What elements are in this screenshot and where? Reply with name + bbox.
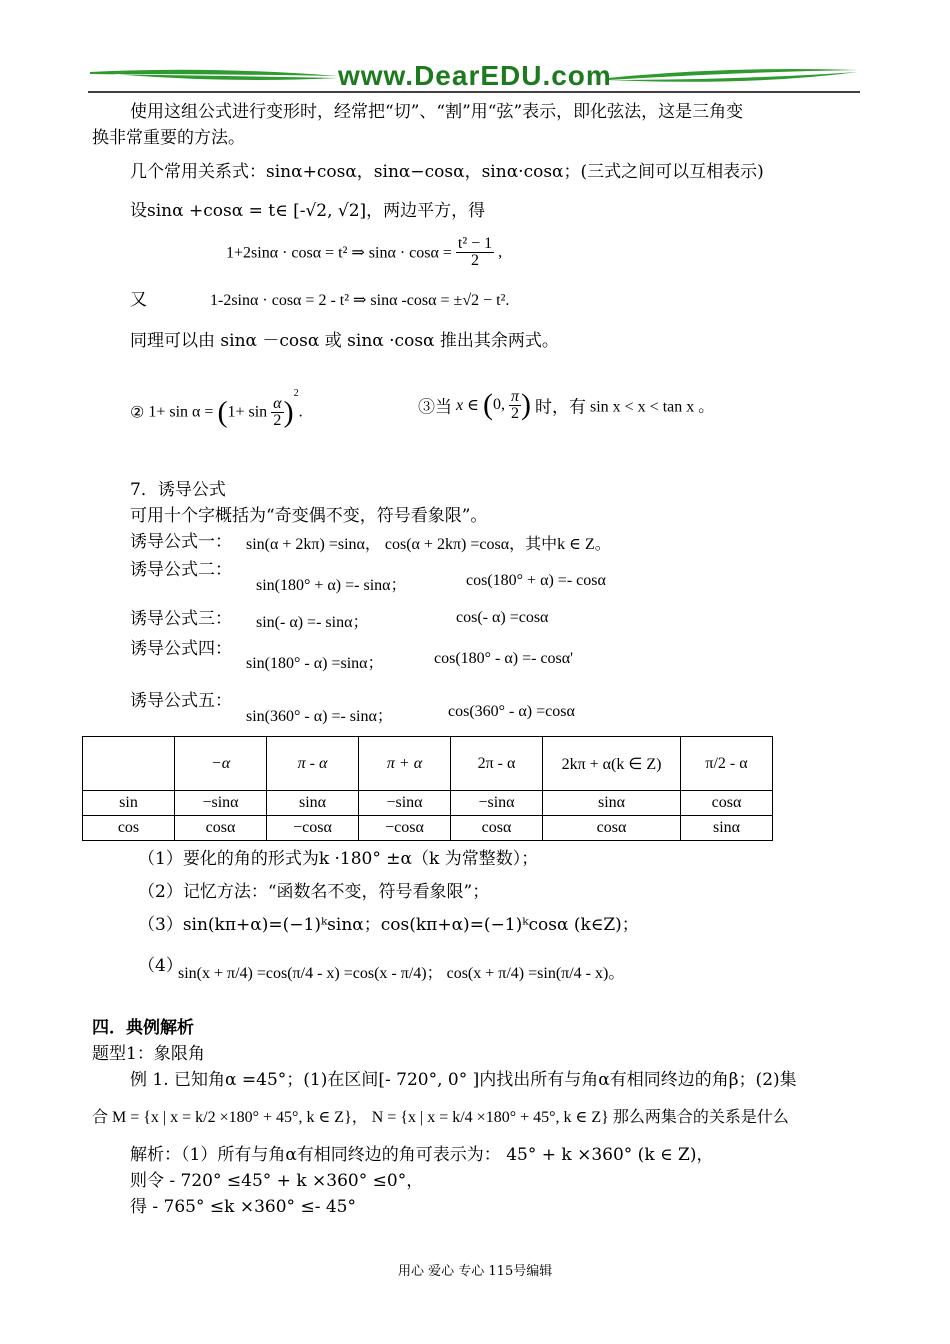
table-cell: cosα (451, 816, 543, 841)
table-header-cell: π/2 - α (681, 737, 773, 791)
para-line: 换非常重要的方法。 (92, 128, 245, 148)
table-cell: cosα (681, 791, 773, 816)
para-line: 设sinα +cosα = t∈ [-√2, √2]，两边平方，得 (130, 201, 486, 221)
formula-label: ② (130, 404, 145, 422)
fraction-den: 2 (510, 404, 519, 422)
formula-text: 1+ sin α = (148, 403, 214, 421)
fraction-den: 2 (273, 411, 282, 429)
page-footer: 用心 爱心 专心 115号编辑 (398, 1264, 553, 1279)
formula-3: ③当 x ∈ (0, $\frac{\pi}{2}$ ) 时，有 sin x < x < tan x 。 (418, 387, 715, 422)
table-cell: cos (83, 816, 175, 841)
eq-left: 1+2sinα · cosα = t² ⇒ sinα · cosα = (226, 244, 452, 262)
table-header-cell: π + α (359, 737, 451, 791)
formula-label: 诱导公式一： (130, 532, 232, 552)
site-logo: www.DearEDU.com (338, 60, 612, 91)
fraction-num: π (510, 387, 519, 405)
table-header-cell: 2kπ + α(k ∈ Z) (543, 737, 681, 791)
table-header-cell: −α (175, 737, 267, 791)
table-header-cell: π - α (267, 737, 359, 791)
formula-label: 诱导公式五： (130, 691, 232, 711)
table-header-row (83, 737, 773, 791)
table-cell: −sinα (175, 791, 267, 816)
note-line: （2）记忆方法：“函数名不变，符号看象限”； (138, 882, 490, 902)
table-cell: cosα (175, 816, 267, 841)
table-cell: −sinα (359, 791, 451, 816)
para-line: 解析：（1）所有与角α有相同终边的角可表示为： 45° + k ×360° (k ∈ Z)， (130, 1145, 714, 1165)
fraction (271, 396, 283, 429)
formula: sin(α + 2kπ) =sinα， cos(α + 2kπ) =cosα，其中k ∈ Z。 (246, 536, 611, 553)
formula-label: 诱导公式二： (130, 560, 232, 580)
formula-text: x ∈ (456, 397, 479, 414)
table-cell: −cosα (359, 816, 451, 841)
para-line: 则令 - 720° ≤45° + k ×360° ≤0°， (130, 1171, 424, 1191)
formula: cos(- α) =cosα (456, 609, 549, 626)
para-line: 合 M = {x | x = k/2 ×180° + 45°, k ∈ Z}， N = {x | x = k/4 ×180° + 45°, k ∈ Z} 那么两集合的关系是什么 (92, 1109, 789, 1126)
fraction-den: 2 (471, 252, 480, 269)
exponent: 2 (293, 388, 299, 399)
header-banner (88, 62, 860, 96)
equation: 1-2sinα · cosα = 2 - t² ⇒ sinα -cosα = ±√2 − t². (210, 292, 510, 309)
formula-text: 时，有 (534, 397, 586, 417)
induction-table (82, 736, 773, 841)
formula: sin(180° - α) =sinα； (246, 655, 384, 672)
fraction-num: α (273, 394, 282, 412)
formula-text: 1+ sin (227, 403, 268, 421)
table-header-cell (83, 737, 175, 791)
formula-text: 0, (492, 396, 505, 413)
fraction (456, 236, 494, 269)
formula-text: sin x < x < tan x 。 (589, 398, 715, 416)
section-title: 四．典例解析 (92, 1018, 194, 1038)
fraction (509, 389, 521, 422)
table-cell: sin (83, 791, 175, 816)
table-cell: sinα (543, 791, 681, 816)
table-cell: sinα (267, 791, 359, 816)
note-line: sin(x + π/4) =cos(π/4 - x) =cos(x - π/4)； cos(x + π/4) =sin(π/4 - x)。 (178, 965, 625, 982)
formula-2: ② 1+ sin α = (1+ sin $\frac{\alpha}{2}$ )$^2$. (130, 388, 303, 429)
formula: cos(180° + α) =- cosα (466, 572, 606, 589)
para-line: 同理可以由 sinα －cosα 或 sinα ·cosα 推出其余两式。 (130, 331, 559, 351)
fraction-num: t² − 1 (457, 235, 493, 252)
note-line: （1）要化的角的形式为k ·180° ±α（k 为常整数）； (138, 849, 539, 869)
para-line: 几个常用关系式：sinα+cosα，sinα−cosα，sinα·cosα；(三式之间可以互相表示) (130, 162, 764, 182)
formula: sin(360° - α) =- sinα； (246, 708, 393, 725)
table-row (83, 816, 773, 841)
formula-label: ③当 (418, 397, 452, 417)
formula-label: 诱导公式三： (130, 609, 232, 629)
formula-label: 诱导公式四： (130, 639, 232, 659)
table-cell: −cosα (267, 816, 359, 841)
para-line: 可用十个字概括为“奇变偶不变，符号看象限”。 (130, 506, 488, 526)
table-header-cell: 2π - α (451, 737, 543, 791)
para-line: 题型1：象限角 (92, 1044, 205, 1064)
formula: sin(180° + α) =- sinα； (256, 577, 407, 594)
formula: cos(360° - α) =cosα (448, 703, 575, 720)
equation-prefix: 又 (130, 290, 147, 310)
note-label: （4） (138, 956, 183, 976)
formula: cos(180° - α) =- cosα' (434, 650, 574, 667)
table-cell: sinα (681, 816, 773, 841)
table-cell: cosα (543, 816, 681, 841)
para-line: 使用这组公式进行变形时，经常把“切”、“割”用“弦”表示，即化弦法，这是三角变 (130, 102, 744, 122)
section-title: 7．诱导公式 (130, 480, 226, 500)
table-row (83, 791, 773, 816)
equation: 1+2sinα · cosα = t² ⇒ sinα · cosα = $\frac{\text{t² − 1}}{2}$ , (226, 235, 503, 269)
note-line: （3）sin(kπ+α)=(−1)ᵏsinα；cos(kπ+α)=(−1)ᵏcosα (k∈Z)； (138, 915, 639, 935)
para-line: 得 - 765° ≤k ×360° ≤- 45° (130, 1197, 356, 1217)
formula: sin(- α) =- sinα； (256, 614, 369, 631)
table-cell: −sinα (451, 791, 543, 816)
para-line: 例 1. 已知角α =45°；(1)在区间[- 720°, 0° ]内找出所有与角α有相同终边的角β；(2)集 (130, 1070, 797, 1090)
